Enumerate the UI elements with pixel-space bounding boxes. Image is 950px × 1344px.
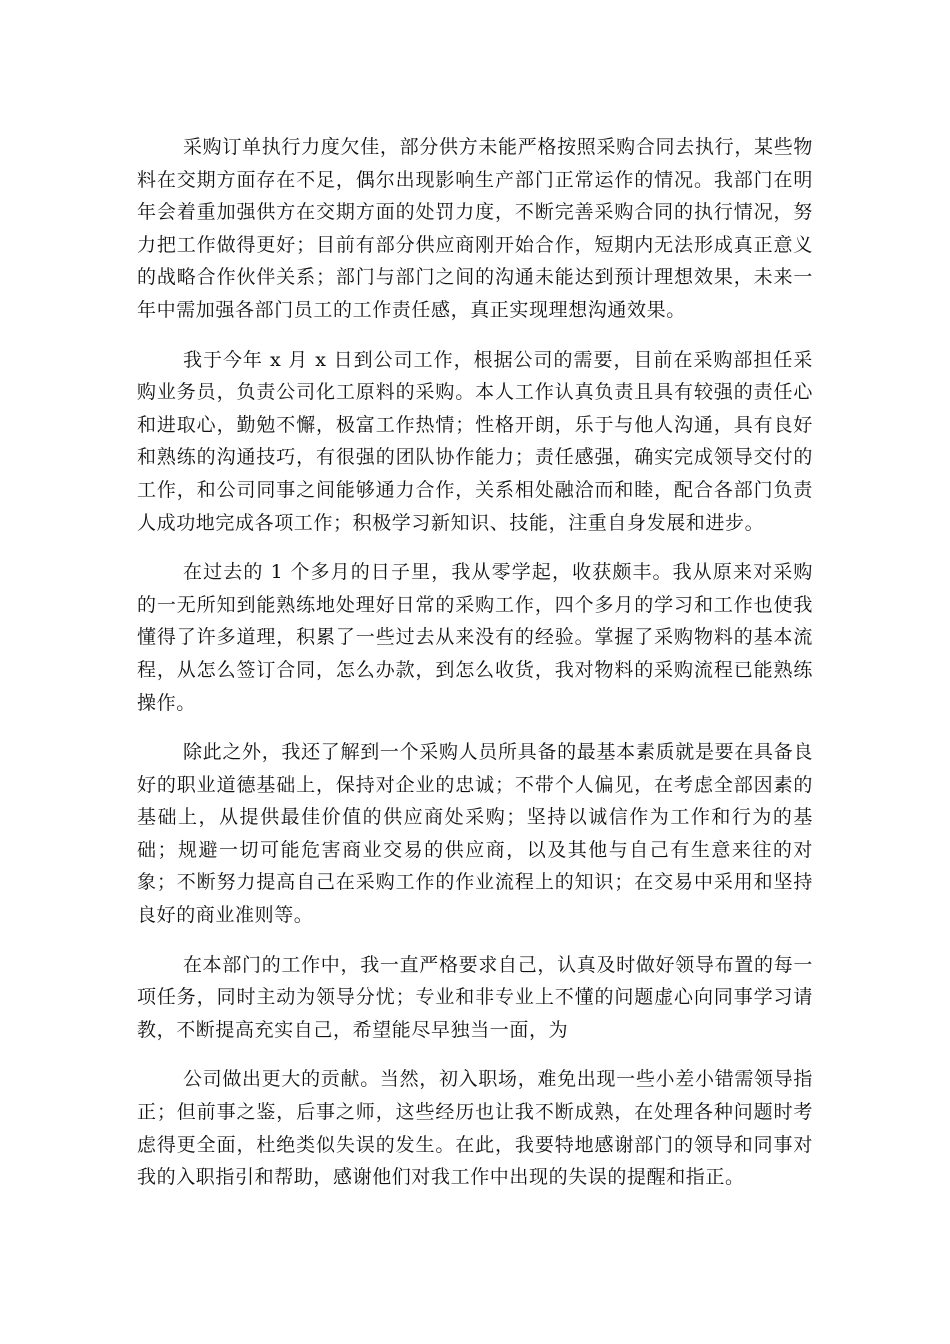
document-body	[137, 131, 813, 1194]
paragraph-5: 在本部门的工作中，我一直严格要求自己，认真及时做好领导布置的每一项任务，同时主动为领导分忧；专业和非专业上不懂的问题虚心向同事学习请教，不断提高充实自己，希望能尽早独当一面，为	[137, 953, 813, 1041]
paragraph-3: 在过去的 1 个多月的日子里，我从零学起，收获颇丰。我从原来对采购的一无所知到能熟练地处理好日常的采购工作，四个多月的学习和工作也使我懂得了许多道理，积累了一些过去从来没有的经验。掌握了采购物料的基本流程，从怎么签订合同，怎么办款，到怎么收货，我对物料的采购流程已能熟练操作。	[137, 561, 813, 714]
paragraph-4: 除此之外，我还了解到一个采购人员所具备的最基本素质就是要在具备良好的职业道德基础上，保持对企业的忠诚；不带个人偏见，在考虑全部因素的基础上，从提供最佳价值的供应商处采购；坚持以诚信作为工作和行为的基础；规避一切可能危害商业交易的供应商，以及其他与自己有生意来往的对象；不断努力提高自己在采购工作的作业流程上的知识；在交易中采用和坚持良好的商业准则等。	[137, 741, 813, 927]
paragraph-1: 采购订单执行力度欠佳，部分供方未能严格按照采购合同去执行，某些物料在交期方面存在不足，偶尔出现影响生产部门正常运作的情况。我部门在明年会着重加强供方在交期方面的处罚力度，不断完善采购合同的执行情况，努力把工作做得更好；目前有部分供应商刚开始合作，短期内无法形成真正意义的战略合作伙伴关系；部门与部门之间的沟通未能达到预计理想效果，未来一年中需加强各部门员工的工作责任感，真正实现理想沟通效果。	[137, 136, 813, 321]
paragraph-2: 我于今年 x 月 x 日到公司工作，根据公司的需要，目前在采购部担任采购业务员，负责公司化工原料的采购。本人工作认真负责且具有较强的责任心和进取心，勤勉不懈，极富工作热情；性格开朗，乐于与他人沟通，具有良好和熟练的沟通技巧，有很强的团队协作能力；责任感强，确实完成领导交付的工作，和公司同事之间能够通力合作，关系相处融洽而和睦，配合各部门负责人成功地完成各项工作；积极学习新知识、技能，注重自身发展和进步。	[137, 348, 813, 534]
paragraph-6: 公司做出更大的贡献。当然，初入职场，难免出现一些小差小错需领导指正；但前事之鉴，后事之师，这些经历也让我不断成熟，在处理各种问题时考虑得更全面，杜绝类似失误的发生。在此，我要特地感谢部门的领导和同事对我的入职指引和帮助，感谢他们对我工作中出现的失误的提醒和指正。	[137, 1068, 813, 1189]
